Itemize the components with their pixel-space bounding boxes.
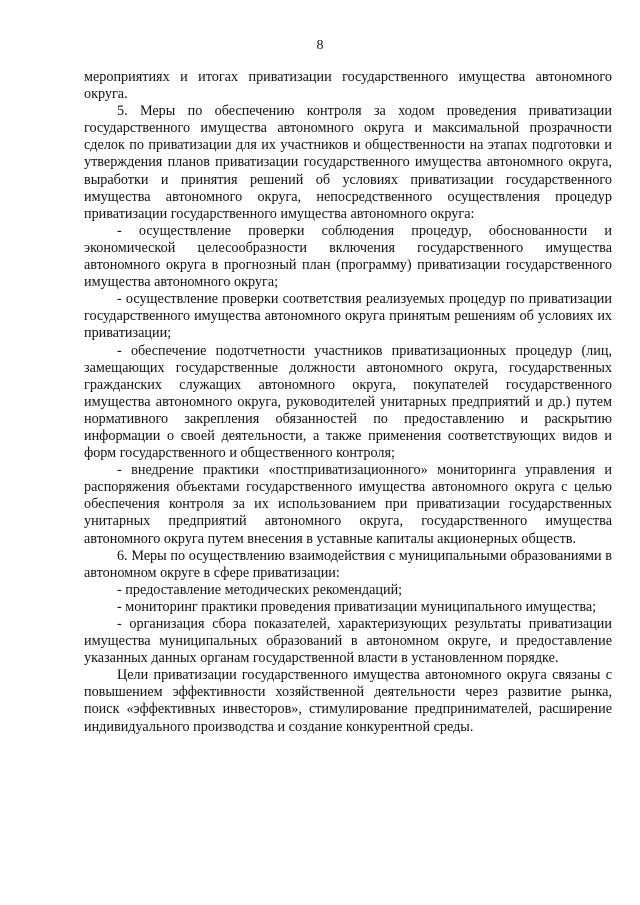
page-number: 8 <box>316 38 324 53</box>
bullet-paragraph: - осуществление проверки соответствия реализуемых процедур по приватизации государственного имущества автономного округа принятым решениям об условиях их приватизации; <box>84 291 612 342</box>
bullet-paragraph: - внедрение практики «постприватизационного» мониторинга управления и распоряжения объектами государственного имущества автономного округа с целью обеспечения контроля за их использованием при приватизации государственных унитарных предприятий автономного округа, государственного имущества автономного округа путем внесения в уставные капиталы акционерных обществ. <box>84 462 612 547</box>
bullet-paragraph: - осуществление проверки соблюдения процедур, обоснованности и экономической целесообразности включения государственного имущества автономного округа в прогнозный план (программу) приватизации государственного имущества автономного округа; <box>84 222 612 291</box>
paragraph-item-5: 5. Меры по обеспечению контроля за ходом проведения приватизации государственного имущества автономного округа и максимальной прозрачности сделок по приватизации для их участников и общественности на этапах подготовки и утверждения планов приватизации государственного имущества автономного округа, выработки и принятия решений об условиях приватизации государственного имущества автономного округа, непосредственного осуществления процедур приватизации государственного имущества автономного округа: <box>84 103 612 222</box>
paragraph-goals: Цели приватизации государственного имущества автономного округа связаны с повышением эффективности хозяйственной деятельности через развитие рынка, поиск «эффективных инвесторов», стимулирование предпринимателей, расширение индивидуального производства и создание конкурентной среды. <box>84 667 612 735</box>
bullet-paragraph: - мониторинг практики проведения приватизации муниципального имущества; <box>117 598 597 615</box>
document-body <box>84 69 612 736</box>
paragraph-continuation: мероприятиях и итогах приватизации государственного имущества автономного округа. <box>84 69 612 103</box>
paragraph-item-6: 6. Меры по осуществлению взаимодействия с муниципальными образованиями в автономном округе в сфере приватизации: <box>84 547 612 581</box>
bullet-paragraph: - обеспечение подотчетности участников приватизационных процедур (лиц, замещающих государственные должности автономного округа, государственных гражданских служащих автономного округа, покупателей государственного имущества автономного округа, руководителей унитарных предприятий и др.) путем нормативного закрепления обязанностей по предоставлению и раскрытию информации о своей деятельности, а также применения соответствующих видов и форм государственного и общественного контроля; <box>84 342 612 462</box>
bullet-paragraph: - предоставление методических рекомендаций; <box>117 581 403 598</box>
bullet-paragraph: - организация сбора показателей, характеризующих результаты приватизации имущества муниципальных образований в автономном округе, и предоставление указанных данных органам государственной власти в установленном порядке. <box>84 616 612 667</box>
